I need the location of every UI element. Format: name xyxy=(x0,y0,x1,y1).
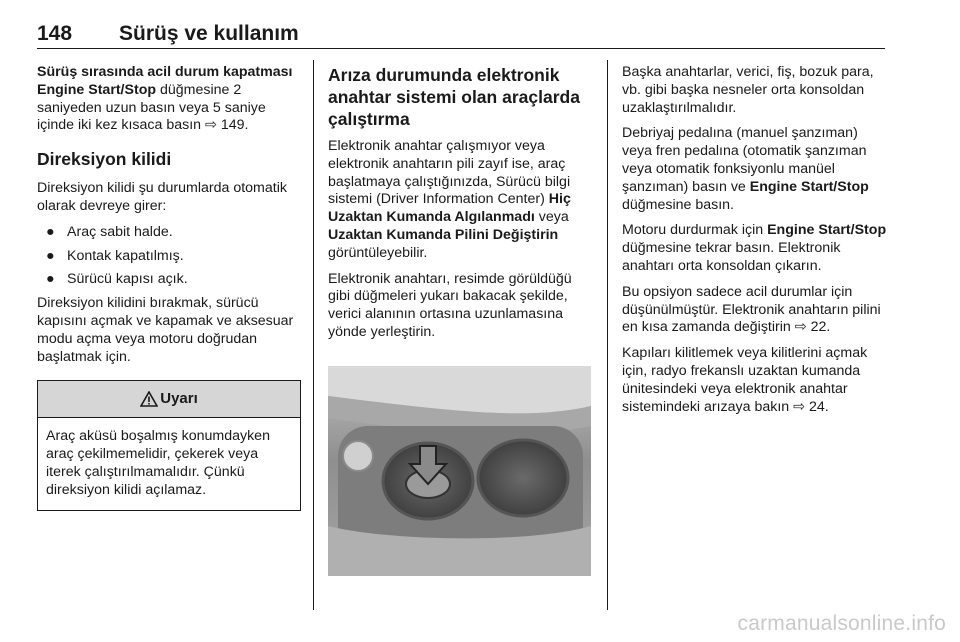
emergency-only-text: Bu opsiyon sadece acil durumlar için düşünülmüştür. Elektronik anahtarın pilini en kısa zamanda değiştirin ⇨ 22. xyxy=(622,283,881,336)
steering-lock-release-text: Direksiyon kilidini bırakmak, sürücü kapısını açmak ve kapamak ve aksesuar modu açma veya motoru doğrudan başlatmak için. xyxy=(37,295,294,365)
page-number: 148 xyxy=(37,22,73,45)
page-ref-arrow-icon: ⇨ xyxy=(793,398,806,415)
bullet-icon: ● xyxy=(46,271,55,288)
door-lock-text: Kapıları kilitlemek veya kilitlerini açmak için, radyo frekanslı uzaktan kumanda ünitesindeki veya elektronik anahtar sistemindeki arızaya bakın ⇨ 24. xyxy=(622,345,868,415)
console-illustration xyxy=(328,366,591,576)
page-reference: 22. xyxy=(810,319,831,336)
column-right xyxy=(622,64,890,424)
section-heading-electronic-key: Arıza durumunda elektronik anahtar sistemi olan araçlarda çalıştırma xyxy=(328,65,580,129)
warning-triangle-icon xyxy=(140,391,158,407)
remove-objects-text: Başka anahtarlar, verici, fiş, bozuk para, vb. gibi başka nesneler orta konsoldan uzaklaştırılmalıdır. xyxy=(622,64,874,116)
emergency-shutdown-text: Engine Start/Stop düğmesine 2 saniyeden uzun basın veya 5 saniye içinde iki kez kısaca basın ⇨ 149. xyxy=(37,81,266,134)
section-heading-steering-lock: Direksiyon kilidi xyxy=(37,149,172,170)
page-ref-arrow-icon: ⇨ xyxy=(794,319,807,336)
warning-text: Araç aküsü boşalmış konumdayken araç çekilmemelidir, çekerek veya iterek çalıştırılmamalıdır. Çünkü direksiyon kilidi açılamaz. xyxy=(46,428,270,498)
page-ref-arrow-icon: ⇨ xyxy=(204,117,217,134)
column-middle xyxy=(328,64,594,350)
bullet-icon: ● xyxy=(46,247,55,264)
console-photo xyxy=(328,366,591,576)
warning-box xyxy=(37,380,301,510)
page-reference: 149. xyxy=(220,117,249,134)
key-placement-text: Elektronik anahtarı, resimde görüldüğü gibi düğmeleri yukarı bakacak şekilde, verici alanının ortasına uzunlamasına yönde yerleştirin. xyxy=(328,270,572,340)
warning-header xyxy=(38,381,300,418)
steering-lock-conditions xyxy=(37,224,305,289)
bullet-icon: ● xyxy=(46,223,55,240)
start-engine-text: Debriyaj pedalına (manuel şanzıman) veya fren pedalına (otomatik şanzıman veya otomatik fonksiyonlu manüel şanzıman) basın ve Engine Start/Stop düğmesine basın. xyxy=(622,125,869,213)
steering-lock-text: Direksiyon kilidi şu durumlarda otomatik olarak devreye girer: xyxy=(37,180,287,214)
chapter-title: Sürüş ve kullanım xyxy=(119,22,299,45)
page-reference: 24. xyxy=(808,398,829,415)
stop-engine-text: Motoru durdurmak için Engine Start/Stop düğmesine tekrar basın. Elektronik anahtarı orta konsoldan çıkarın. xyxy=(622,222,887,274)
column-divider-1 xyxy=(313,60,314,610)
electronic-key-failure-text: Elektronik anahtar çalışmıyor veya elektronik anahtarın pili zayıf ise, araç başlatmaya çalıştığınızda, Sürücü bilgi sistemi (Driver Information Center) Hiç Uzaktan Kumanda Algılanmadı veya Uzaktan Kumanda Pilini Değiştirin görüntüleyebilir. xyxy=(328,138,571,261)
list-item: ● Araç sabit halde. xyxy=(46,223,173,240)
warning-title: Uyarı xyxy=(160,390,198,408)
emergency-shutdown-heading: Sürüş sırasında acil durum kapatması xyxy=(37,64,293,80)
column-divider-2 xyxy=(607,60,608,610)
list-item: ● Kontak kapatılmış. xyxy=(46,247,184,264)
column-left xyxy=(37,64,305,511)
list-item: ● Sürücü kapısı açık. xyxy=(46,271,188,288)
page-header xyxy=(37,20,885,49)
watermark: carmanualsonline.info xyxy=(737,612,946,635)
